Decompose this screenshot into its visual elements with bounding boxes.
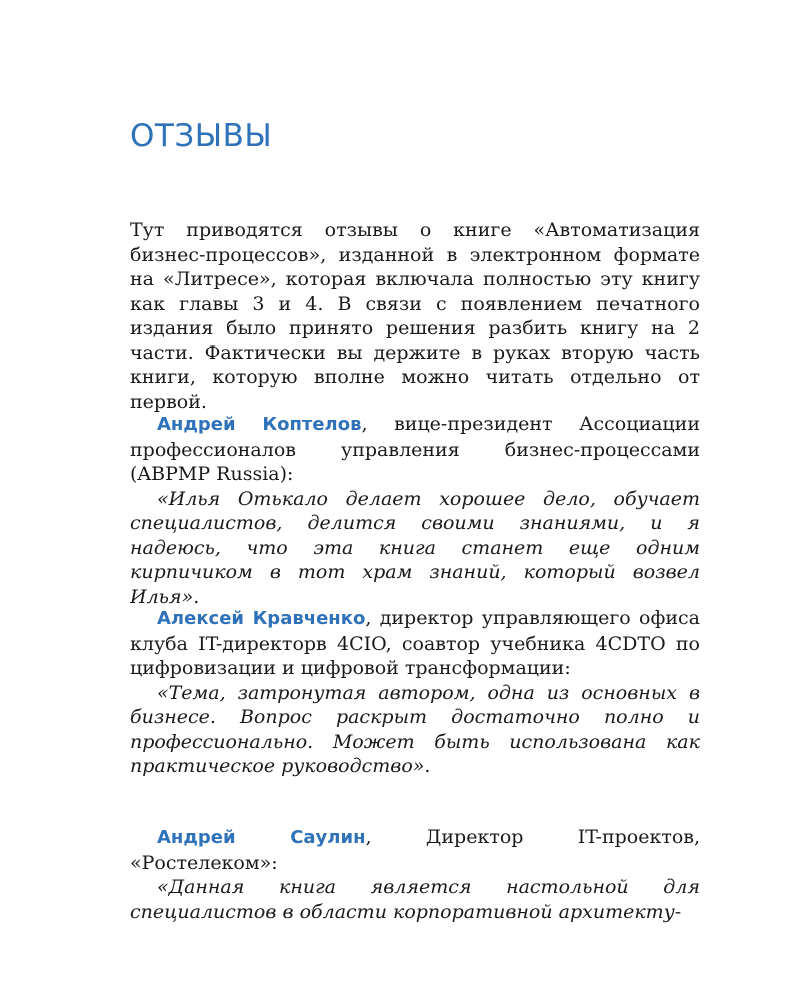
review bbox=[130, 412, 700, 609]
review bbox=[130, 825, 700, 924]
review-attribution bbox=[130, 412, 700, 487]
review-role: , вице-президент Ассоциации профессионалов управления бизнес-процессами (ABPMP Russia): bbox=[130, 413, 700, 485]
review-quote: «Данная книга является настольной для специалистов в области корпоративной архитекту- bbox=[130, 876, 700, 923]
review-author: Алексей Кравченко bbox=[157, 608, 366, 629]
page-title: ОТЗЫВЫ bbox=[130, 118, 273, 154]
review bbox=[130, 606, 700, 779]
review-author: Андрей Саулин bbox=[157, 827, 366, 848]
review-role: , Директор IT-проектов, «Ростелеком»: bbox=[130, 826, 701, 874]
review-role: , директор управляющего офиса клуба IT-директорв 4CIO, соавтор учебника 4CDTO по цифровизации и цифровой трансформации: bbox=[130, 607, 700, 679]
review-attribution bbox=[130, 606, 700, 681]
review-quote: «Тема, затронутая автором, одна из основных в бизнесе. Вопрос раскрыт достаточно полно и профессионально. Может быть использована как практическое руководство». bbox=[130, 681, 700, 777]
review-author: Андрей Коптелов bbox=[157, 414, 362, 435]
review-attribution bbox=[130, 825, 700, 875]
review-quote: «Илья Отькало делает хорошее дело, обучает специалистов, делится своими знаниями, и я надеюсь, что эта книга станет еще одним кирпичиком в тот храм знаний, который возвел Илья». bbox=[130, 487, 700, 608]
intro-paragraph: Тут приводятся отзывы о книге «Автоматизация бизнес-процессов», изданной в электронном формате на «Литресе», которая включала полностью эту книгу как главы 3 и 4. В связи с появлением печатного издания было принято решения разбить книгу на 2 части. Фактически вы держите в руках вторую часть книги, которую вполне можно читать отдельно от первой. bbox=[130, 219, 700, 413]
